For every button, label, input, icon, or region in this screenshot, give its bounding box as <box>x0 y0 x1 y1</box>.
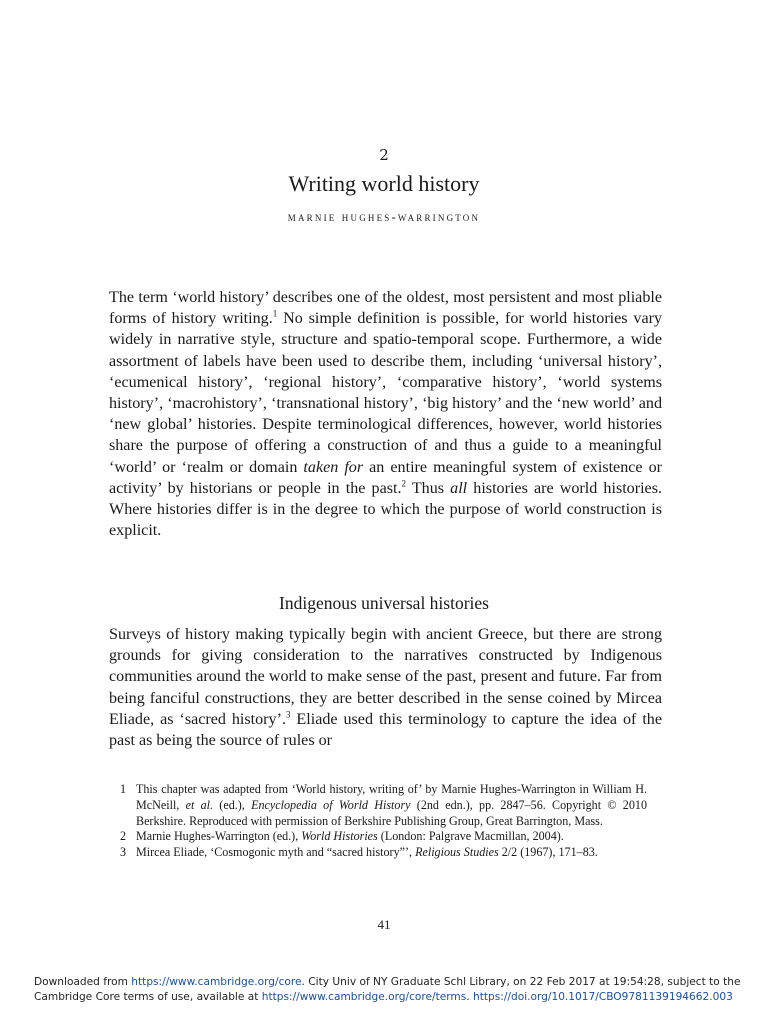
page-number: 41 <box>377 917 391 932</box>
paragraph-text: No simple definition is possible, for world histories vary widely in narrative style, structure and spatio-temporal scope. Furthermore, a wide assortment of labels have been used to describe them, including ‘universal history’, ‘ecumenical history’, ‘regional history’, ‘comparative history’, ‘world systems history’, ‘macrohistory’, ‘transnational history’, ‘big history’ and the ‘new world’ and ‘new global’ histories. Despite terminological differences, however, world histories share the purpose of offering a construction of and thus a guide to a meaningful ‘world’ or ‘realm or domain <box>109 310 663 476</box>
footnote-number: 3 <box>120 845 127 860</box>
footnote <box>120 782 647 829</box>
footnote-marker: 1 <box>272 308 278 319</box>
footnote-text: Mircea Eliade, ‘Cosmogonic myth and “sacred history”’, Religious Studies 2/2 (1967), 171–83. <box>136 845 598 860</box>
footnote-number: 1 <box>120 782 127 796</box>
chapter-title: Writing world history <box>288 171 480 196</box>
footnotes <box>120 782 647 861</box>
paragraph-text: The term ‘world history’ describes one of the oldest, most persistent and most pliable forms of history writing. <box>109 289 662 328</box>
footnote-marker: 2 <box>401 478 406 489</box>
notice-text: Downloaded from <box>34 976 132 988</box>
paragraph-text: Surveys of history making typically begin with ancient Greece, but there are strong grounds for giving consideration to the narratives constructed by Indigenous communities around the world to make sense of the past, present and future. Far from being fanciful constructions, they are better described in the sense coined by Mircea Eliade, as ‘sacred history’. <box>109 626 662 728</box>
footnote <box>120 829 647 845</box>
section-heading: Indigenous universal histories <box>279 593 489 613</box>
paragraph-text: histories are world histories. Where histories differ is in the degree to which the purpose of world construction is explicit. <box>109 479 662 540</box>
doi-link[interactable]: https://doi.org/10.1017/CBO9781139194662.003 <box>473 991 733 1003</box>
footnote-marker: 3 <box>285 709 291 720</box>
chapter-author: marnie hughes-warrington <box>287 210 481 224</box>
paragraph-text: an entire meaningful system of existence or activity’ by historians or people in the past. <box>109 458 662 497</box>
cambridge-core-link[interactable]: https://www.cambridge.org/core <box>131 976 302 988</box>
notice-text: . City Univ of NY Graduate Schl Library, on 22 Feb 2017 at 19:54:28, subject to the Cambridge Core terms of use, available at <box>34 976 741 1003</box>
paragraph-italic-text: all <box>450 479 468 497</box>
body-paragraph-intro <box>109 287 662 541</box>
notice-text: . <box>466 991 474 1003</box>
paragraph-text: Thus <box>405 479 451 497</box>
body-paragraph-indigenous <box>109 624 662 751</box>
terms-link[interactable]: https://www.cambridge.org/core/terms <box>261 991 467 1003</box>
paragraph-italic-text: taken for <box>303 458 364 476</box>
paragraph-text: Eliade used this terminology to capture the idea of the past as being the source of rules or <box>109 710 663 750</box>
chapter-number: 2 <box>379 146 389 164</box>
footnote-text: This chapter was adapted from ‘World history, writing of’ by Marnie Hughes-Warrington in William H. McNeill, et al. (ed.), Encyclopedia of World History (2nd edn.), pp. 2847–56. Copyright © 2010 Berkshire. Reproduced with permission of Berkshire Publishing Group, Great Barrington, Mass. <box>136 782 647 828</box>
footnote-number: 2 <box>120 829 127 844</box>
footnote <box>120 845 647 861</box>
download-notice <box>34 975 764 1005</box>
footnote-text: Marnie Hughes-Warrington (ed.), World Histories (London: Palgrave Macmillan, 2004). <box>136 829 564 844</box>
